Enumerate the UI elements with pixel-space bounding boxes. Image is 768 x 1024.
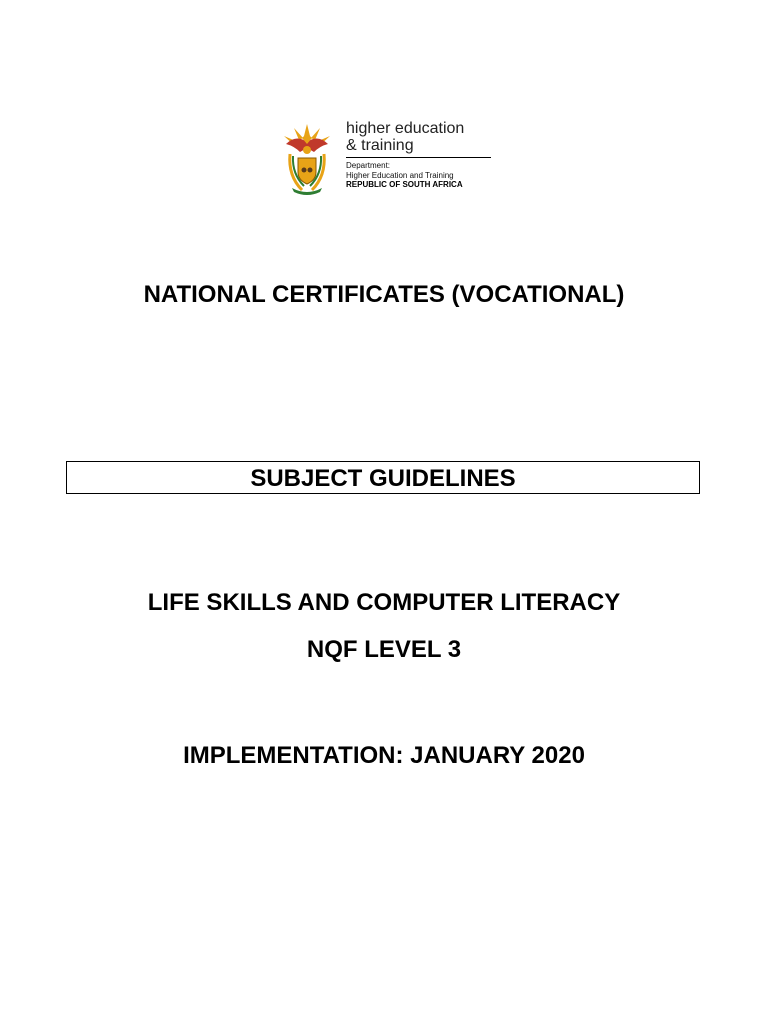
implementation-heading: IMPLEMENTATION: JANUARY 2020 <box>183 742 585 769</box>
logo-title-line1: higher education <box>346 120 465 137</box>
logo-title-line2: & training <box>346 137 414 154</box>
logo-divider <box>346 157 491 158</box>
doc-type-heading: SUBJECT GUIDELINES <box>250 465 516 492</box>
logo-country: REPUBLIC OF SOUTH AFRICA <box>346 180 463 189</box>
logo-department-label: Department: <box>346 161 391 170</box>
coat-of-arms-icon <box>276 120 338 196</box>
level-heading: NQF LEVEL 3 <box>306 636 462 663</box>
department-logo <box>276 120 496 198</box>
doc-type-box <box>66 461 700 494</box>
logo-wordmark <box>346 120 494 190</box>
subject-heading: LIFE SKILLS AND COMPUTER LITERACY <box>147 589 621 616</box>
logo-department-name: Higher Education and Training <box>346 170 454 180</box>
programme-heading: NATIONAL CERTIFICATES (VOCATIONAL) <box>143 281 625 308</box>
